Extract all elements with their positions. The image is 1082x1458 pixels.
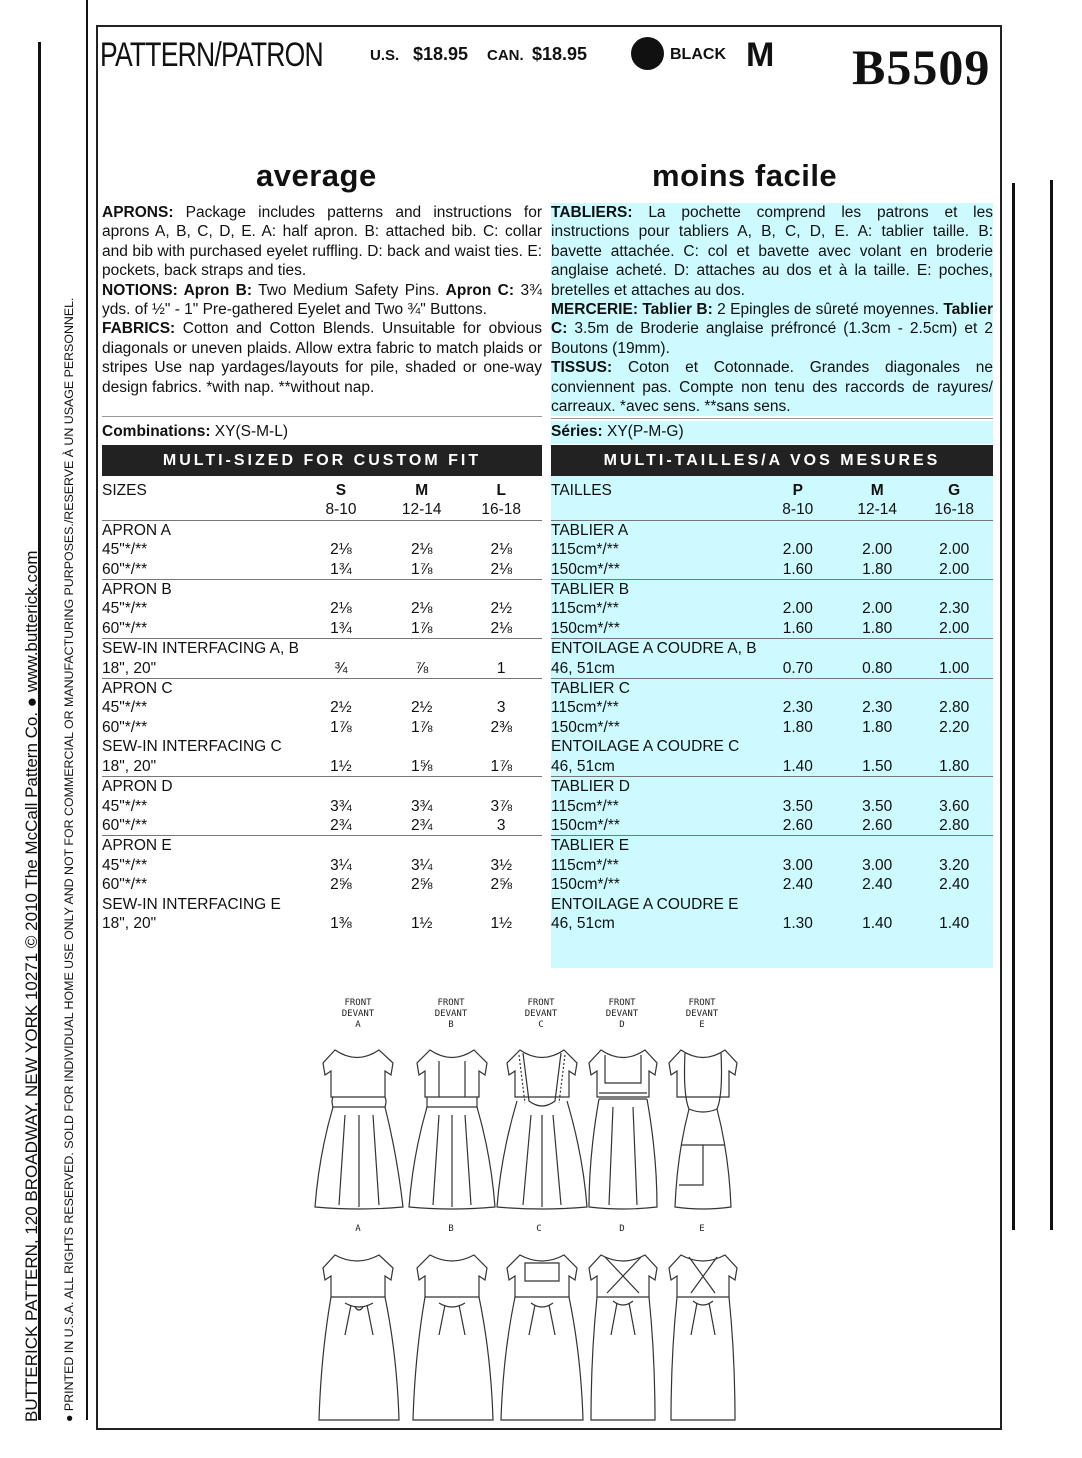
yardage-row <box>551 797 993 816</box>
yardage-value: 1½ <box>490 914 513 932</box>
yardage-value: 2⅛ <box>410 541 433 559</box>
yardage-value: 1.80 <box>862 619 893 637</box>
fabrics-paragraph: FABRICS: Cotton and Cotton Blends. Unsuitable for obvious diagonals or uneven plaids. Allow extra fabric to match plaids or stripes Use nap yardages/layouts for pile, shaded or one-way design fabrics. *with nap. **without nap. <box>102 320 542 396</box>
yardage-value: 1.50 <box>862 757 893 775</box>
size-range-row <box>102 500 542 520</box>
row-label: 60"*/** <box>102 816 148 834</box>
row-label: APRON C <box>102 679 299 699</box>
yardage-value <box>839 520 915 540</box>
garment-illustrations <box>305 1035 765 1425</box>
size-header-row <box>102 481 542 500</box>
notions-paragraph: NOTIONS: Apron B: Two Medium Safety Pins. Apron C: 3¾ yds. of ½" - 1" Pre-gathered Eyelet and Two ¾" Buttons. <box>102 281 542 319</box>
yardage-value: 2⅛ <box>330 600 352 618</box>
yardage-row <box>102 639 542 659</box>
yardage-value: 1.60 <box>782 619 813 637</box>
size-l: L <box>496 482 506 499</box>
row-label: ENTOILAGE A COUDRE A, B <box>551 640 757 658</box>
row-label: 18", 20" <box>102 659 157 677</box>
yardage-value: 1.60 <box>782 560 813 578</box>
row-label: SEW-IN INTERFACING C <box>102 738 282 756</box>
yardage-value: 2½ <box>410 699 433 717</box>
yardage-value: 1¾ <box>330 560 352 578</box>
front-view-c-drawing <box>497 1050 587 1209</box>
row-label: TABLIER C <box>551 679 757 699</box>
back-view-e-drawing <box>669 1255 737 1420</box>
yardage-value: 2.40 <box>939 876 970 894</box>
yardage-value: 1.80 <box>862 560 893 578</box>
yardage-value <box>383 679 460 699</box>
yardage-row <box>102 914 542 933</box>
pattern-number: B5509 <box>852 39 991 95</box>
combinations-fr: Séries: XY(P-M-G) <box>551 421 993 444</box>
multisize-bar-en: MULTI-SIZED FOR CUSTOM FIT <box>102 445 542 476</box>
multisize-bar-fr: MULTI-TAILLES/A VOS MESURES <box>551 445 993 476</box>
size-range-row <box>551 500 993 520</box>
tailles-label: TAILLES <box>551 482 612 499</box>
yardage-value: 2⅛ <box>490 619 513 637</box>
right-outer-rule <box>1050 180 1053 1230</box>
yardage-value <box>757 895 839 914</box>
yardage-value: 3.60 <box>939 797 970 815</box>
yardage-value: 1⅞ <box>330 718 352 736</box>
yardage-value: 3.00 <box>862 856 893 874</box>
yardage-row <box>102 895 542 914</box>
description-en <box>102 203 542 397</box>
yardage-value <box>915 520 993 540</box>
difficulty-fr: moins facile <box>652 158 838 193</box>
size-range: 8-10 <box>782 501 814 519</box>
row-label: 115cm*/** <box>551 699 619 717</box>
size-p: P <box>792 482 803 499</box>
yardage-row <box>551 679 993 699</box>
yardage-value: 2.00 <box>782 600 813 618</box>
yardage-row <box>102 599 542 618</box>
yardage-value: 1⅜ <box>330 914 352 932</box>
yardage-value: 2¾ <box>330 816 352 834</box>
yardage-value <box>460 777 542 797</box>
yardage-row <box>102 659 542 679</box>
yardage-value <box>299 639 383 659</box>
yardage-value <box>460 639 542 659</box>
yardage-value: 1⅞ <box>490 757 513 775</box>
back-view-label-d: D <box>619 1224 625 1234</box>
yardage-value <box>299 520 383 540</box>
yardage-value <box>757 737 839 756</box>
back-view-d-drawing <box>589 1255 657 1420</box>
yardage-value: 0.80 <box>862 659 893 677</box>
front-view-label-a: FRONT DEVANT A <box>341 998 375 1030</box>
yardage-value <box>839 895 915 914</box>
row-label: 45"*/** <box>102 600 148 618</box>
yardage-value: 2⅛ <box>490 560 513 578</box>
back-view-label-b: B <box>448 1224 454 1234</box>
row-label: 115cm*/** <box>551 797 619 815</box>
yardage-row <box>102 718 542 737</box>
row-label: 150cm*/** <box>551 816 620 834</box>
yardage-value: 2⅝ <box>330 876 352 894</box>
front-view-label-b: FRONT DEVANT B <box>434 998 468 1030</box>
yardage-value: 3.20 <box>939 856 970 874</box>
yardage-value: 1½ <box>410 914 433 932</box>
yardage-value <box>299 836 383 856</box>
row-label: 150cm*/** <box>551 619 620 637</box>
yardage-value: 1⅞ <box>410 560 433 578</box>
row-label: 45"*/** <box>102 699 148 717</box>
size-s: S <box>335 482 347 499</box>
yardage-value <box>839 679 915 699</box>
can-label: CAN. <box>487 47 524 64</box>
yardage-value <box>757 520 839 540</box>
yardage-value <box>383 580 460 600</box>
yardage-value <box>299 679 383 699</box>
row-label: 46, 51cm <box>551 914 615 932</box>
front-view-label-e: FRONT DEVANT E <box>685 998 719 1030</box>
size-g: G <box>948 482 961 499</box>
yardage-value: 2.40 <box>862 876 893 894</box>
yardage-row <box>102 698 542 717</box>
row-label: 60"*/** <box>102 560 148 578</box>
row-label: 46, 51cm <box>551 757 615 775</box>
row-label: APRON A <box>102 520 299 540</box>
back-view-label-a: A <box>355 1224 361 1234</box>
row-label: 45"*/** <box>102 797 148 815</box>
yardage-value: 2.00 <box>939 560 970 578</box>
yardage-value <box>757 580 839 600</box>
yardage-value: 1.40 <box>939 914 970 932</box>
aprons-paragraph: APRONS: Package includes patterns and instructions for aprons A, B, C, D, E. A: half apron. B: attached bib. C: collar and bib with purchased eyelet ruffling. D: back and waist ties. E: pockets, back straps and ties. <box>102 204 542 280</box>
yardage-row <box>102 777 542 797</box>
yardage-value <box>839 580 915 600</box>
row-label: 45"*/** <box>102 856 148 874</box>
yardage-value: 2.00 <box>939 619 970 637</box>
yardage-value: 2.00 <box>939 541 970 559</box>
yardage-value: 2.00 <box>782 541 813 559</box>
row-label: 45"*/** <box>102 541 148 559</box>
size-header-row <box>551 481 993 500</box>
yardage-value <box>839 639 915 659</box>
yardage-value: 2½ <box>330 699 352 717</box>
yardage-value: 1.00 <box>939 659 970 677</box>
yardage-value: 3.50 <box>782 797 813 815</box>
row-label: 150cm*/** <box>551 560 620 578</box>
yardage-value: 3¾ <box>410 797 433 815</box>
yardage-row <box>551 520 993 540</box>
row-label: TABLIER A <box>551 520 757 540</box>
row-label: 60"*/** <box>102 718 148 736</box>
yardage-value <box>299 737 383 756</box>
yardage-value: 2⅝ <box>410 876 433 894</box>
yardage-value <box>299 777 383 797</box>
yardage-row <box>551 560 993 580</box>
row-label: 60"*/** <box>102 876 148 894</box>
yardage-value <box>460 836 542 856</box>
row-label: ENTOILAGE A COUDRE C <box>551 738 740 756</box>
can-price: $18.95 <box>532 44 588 64</box>
left-inner-rule <box>86 0 88 1420</box>
size-m: M <box>870 482 884 499</box>
yardage-row <box>102 816 542 836</box>
yardage-row <box>551 659 993 679</box>
yardage-row <box>102 520 542 540</box>
yardage-value <box>299 580 383 600</box>
row-label: APRON B <box>102 580 299 600</box>
back-view-label-c: C <box>536 1224 542 1234</box>
yardage-row <box>551 757 993 777</box>
yardage-value <box>460 737 542 756</box>
front-view-label-c: FRONT DEVANT C <box>524 998 558 1030</box>
yardage-value: 1⅞ <box>410 718 433 736</box>
yardage-value: 2.60 <box>782 816 813 834</box>
yardage-value: 1.80 <box>939 757 970 775</box>
yardage-value <box>915 836 993 856</box>
yardage-value <box>757 836 839 856</box>
yardage-value: 2½ <box>490 600 513 618</box>
row-label: SEW-IN INTERFACING E <box>102 895 281 913</box>
yardage-value: 1⅝ <box>410 757 433 775</box>
back-view-c-drawing <box>501 1255 583 1420</box>
yardage-row <box>102 856 542 875</box>
yardage-row <box>102 580 542 600</box>
front-view-e-drawing <box>669 1050 737 1209</box>
yardage-value: 2.20 <box>939 718 970 736</box>
yardage-value <box>383 777 460 797</box>
yardage-value: 2⅜ <box>490 718 513 736</box>
yardage-value: 2.00 <box>862 600 893 618</box>
rule-fr <box>551 418 993 419</box>
yardage-row <box>102 619 542 639</box>
yardage-value: 2⅝ <box>490 876 513 894</box>
yardage-row <box>102 560 542 580</box>
yardage-value: 1.40 <box>782 757 813 775</box>
yardage-row <box>551 836 993 856</box>
yardage-value <box>383 639 460 659</box>
row-label: 18", 20" <box>102 757 157 775</box>
sleeve-color: BLACK <box>670 46 726 63</box>
yardage-row <box>551 737 993 756</box>
rule-en <box>102 416 542 417</box>
yardage-row <box>102 737 542 756</box>
yardage-row <box>551 914 993 933</box>
yardage-value <box>915 777 993 797</box>
row-label: 60"*/** <box>102 619 148 637</box>
row-label: APRON D <box>102 777 299 797</box>
yardage-row <box>102 679 542 699</box>
yardage-value <box>839 777 915 797</box>
yardage-row <box>551 777 993 797</box>
back-view-a-drawing <box>319 1255 399 1420</box>
front-view-d-drawing <box>589 1050 657 1209</box>
yardage-value: 3¼ <box>330 856 352 874</box>
yardage-value <box>839 836 915 856</box>
yardage-row <box>551 580 993 600</box>
yardage-value <box>460 580 542 600</box>
back-view-label-e: E <box>699 1224 705 1234</box>
yardage-value: 2.60 <box>862 816 893 834</box>
difficulty-en: average <box>256 158 377 193</box>
row-label: 46, 51cm <box>551 659 615 677</box>
yardage-table-fr <box>551 481 993 933</box>
yardage-value: 3¾ <box>330 797 352 815</box>
yardage-value <box>460 679 542 699</box>
yardage-value <box>460 520 542 540</box>
mercerie-paragraph: MERCERIE: Tablier B: 2 Epingles de sûreté moyennes. Tablier C: 3.5m de Broderie anglaise préfroncé (1.3cm - 2.5cm) et 2 Boutons (19mm). <box>551 301 993 357</box>
yardage-value: 3 <box>496 699 506 717</box>
yardage-row <box>551 875 993 894</box>
yardage-value <box>757 639 839 659</box>
size-range: 8-10 <box>325 501 357 519</box>
yardage-value: 1¾ <box>330 619 352 637</box>
row-label: TABLIER B <box>551 580 757 600</box>
front-view-b-drawing <box>409 1050 495 1209</box>
yardage-row <box>102 836 542 856</box>
yardage-value <box>915 679 993 699</box>
yardage-value: 2.80 <box>939 816 970 834</box>
yardage-value <box>839 737 915 756</box>
yardage-value: 1 <box>496 659 506 677</box>
yardage-value: 2.40 <box>782 876 813 894</box>
rights-line: ● PRINTED IN U.S.A. ALL RIGHTS RESERVED. SOLD FOR INDIVIDUAL HOME USE ONLY AND NOT FOR COMMERCIAL OR MANUFACTURING PURPOSES./RESERVE À UN USAGE PERSONNEL. <box>62 297 76 1422</box>
publisher-line: BUTTERICK PATTERN, 120 BROADWAY, NEW YORK 10271 © 2010 The McCall Pattern Co. ● www.butterick.com <box>22 550 41 1422</box>
yardage-value <box>915 737 993 756</box>
yardage-value: 3.50 <box>862 797 893 815</box>
yardage-table-en <box>102 481 542 933</box>
yardage-value: 2⅛ <box>330 541 352 559</box>
yardage-row <box>551 639 993 659</box>
yardage-value: ⅞ <box>415 659 429 677</box>
color-dot-icon <box>631 37 664 70</box>
yardage-row <box>102 757 542 777</box>
yardage-value: 1⅞ <box>410 619 433 637</box>
yardage-row <box>551 599 993 618</box>
size-range: 12-14 <box>401 501 442 519</box>
yardage-value: 2¾ <box>410 816 433 834</box>
yardage-value: 1.80 <box>862 718 893 736</box>
row-label: 150cm*/** <box>551 718 620 736</box>
yardage-value <box>915 580 993 600</box>
yardage-value <box>915 895 993 914</box>
right-inner-rule <box>1012 183 1015 1230</box>
yardage-value <box>460 895 542 914</box>
row-label: 150cm*/** <box>551 876 620 894</box>
front-view-label-d: FRONT DEVANT D <box>605 998 639 1030</box>
yardage-value <box>757 679 839 699</box>
yardage-value <box>757 777 839 797</box>
yardage-value <box>299 895 383 914</box>
tissus-paragraph: TISSUS: Coton et Cotonnade. Grandes diagonales ne conviennent pas. Compte non tenu des raccords de rayures/ carreaux. *avec sens. **sans sens. <box>551 359 993 416</box>
yardage-value <box>915 639 993 659</box>
yardage-value: 3¼ <box>410 856 433 874</box>
yardage-value <box>383 895 460 914</box>
yardage-value: 1.40 <box>862 914 893 932</box>
yardage-value: 2.80 <box>939 699 970 717</box>
row-label: SEW-IN INTERFACING A, B <box>102 640 299 658</box>
sizes-label: SIZES <box>102 482 147 499</box>
size-m: M <box>415 482 429 499</box>
yardage-value: 3⅞ <box>490 797 513 815</box>
yardage-row <box>551 698 993 717</box>
yardage-value: ¾ <box>334 659 348 677</box>
yardage-value: 2.30 <box>782 699 813 717</box>
yardage-value: 3.00 <box>782 856 813 874</box>
size-range: 16-18 <box>934 501 974 519</box>
row-label: 115cm*/** <box>551 541 619 559</box>
size-code: M <box>746 36 775 74</box>
yardage-row <box>551 895 993 914</box>
combinations-en: Combinations: XY(S-M-L) <box>102 423 288 440</box>
us-price: $18.95 <box>413 44 469 64</box>
tabliers-paragraph: TABLIERS: La pochette comprend les patrons et les instructions pour tabliers A, B, C, D, E. A: tablier taille. B: bavette attachée. C: col et bavette avec volant en broderie anglaise acheté. D: attaches au dos et à la taille. E: poches, bretelles et attaches au dos. <box>551 204 993 299</box>
yardage-value: 2⅛ <box>410 600 433 618</box>
back-view-b-drawing <box>413 1255 493 1420</box>
yardage-row <box>102 875 542 894</box>
yardage-row <box>551 718 993 737</box>
yardage-value: 2.00 <box>862 541 893 559</box>
yardage-value: 2.30 <box>939 600 970 618</box>
yardage-value: 1½ <box>330 757 352 775</box>
yardage-value <box>383 836 460 856</box>
row-label: 115cm*/** <box>551 856 619 874</box>
row-label: TABLIER E <box>551 836 757 856</box>
row-label: 115cm*/** <box>551 600 619 618</box>
yardage-value <box>383 737 460 756</box>
yardage-row <box>551 816 993 836</box>
size-range: 16-18 <box>481 501 522 519</box>
us-label: U.S. <box>370 47 400 64</box>
yardage-value <box>383 520 460 540</box>
yardage-value: 1.30 <box>782 914 813 932</box>
row-label: TABLIER D <box>551 777 757 797</box>
size-range: 12-14 <box>857 501 897 519</box>
yardage-row <box>551 619 993 639</box>
row-label: ENTOILAGE A COUDRE E <box>551 895 739 913</box>
yardage-value: 3 <box>496 816 506 834</box>
row-label: 18", 20" <box>102 914 157 932</box>
yardage-value: 2.30 <box>862 699 893 717</box>
yardage-row <box>551 856 993 875</box>
row-label: APRON E <box>102 836 299 856</box>
front-view-a-drawing <box>315 1050 403 1209</box>
description-fr <box>551 203 993 416</box>
yardage-row <box>551 540 993 559</box>
brand-title: PATTERN/PATRON <box>100 36 323 74</box>
yardage-value: 3½ <box>490 856 513 874</box>
yardage-value: 0.70 <box>782 659 813 677</box>
yardage-row <box>102 797 542 816</box>
yardage-value: 1.80 <box>782 718 813 736</box>
yardage-value: 2⅛ <box>490 541 513 559</box>
yardage-row <box>102 540 542 559</box>
